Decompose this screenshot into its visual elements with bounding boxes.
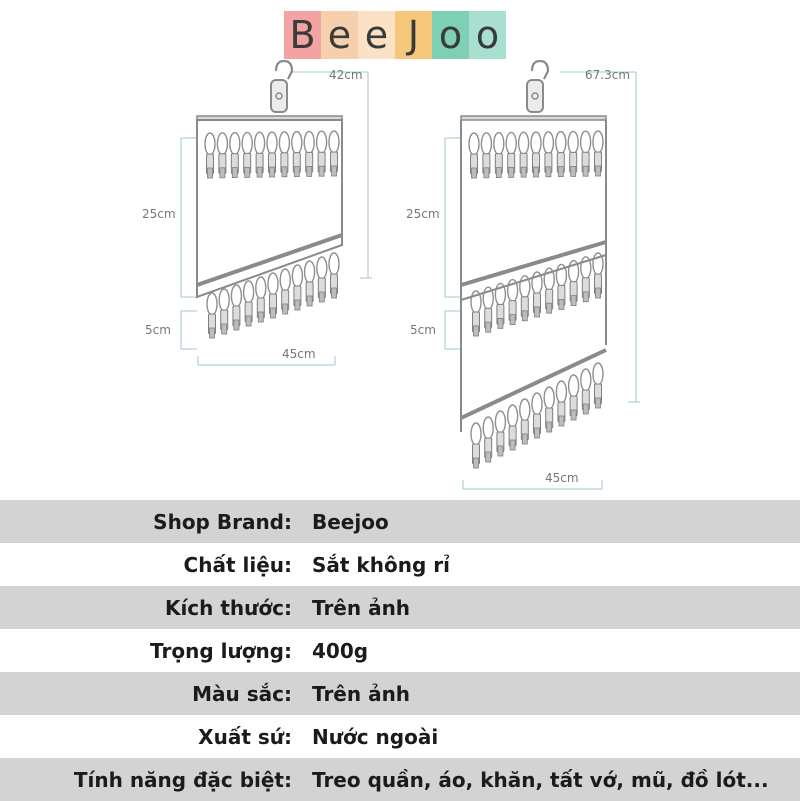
clothes-peg [471, 423, 481, 468]
clothes-peg [280, 269, 290, 314]
clothes-peg [205, 133, 215, 178]
spec-value: 400g [312, 638, 369, 663]
clothes-peg [508, 280, 518, 325]
clothes-peg [317, 131, 327, 176]
right-clip-label: 5cm [410, 323, 436, 337]
spec-row-features [0, 758, 800, 801]
spec-value: Treo quần, áo, khăn, tất vớ, mũ, đồ lót... [312, 767, 769, 792]
clothes-peg [556, 264, 566, 309]
logo-letter: o [432, 11, 469, 59]
spec-value: Trên ảnh [312, 595, 411, 620]
logo-letter: o [469, 11, 506, 59]
clothes-peg [244, 281, 254, 326]
clothes-peg [593, 363, 603, 408]
clothes-peg [508, 405, 518, 450]
left-hanger-frame [197, 61, 342, 297]
spec-label: Shop Brand: [153, 509, 292, 534]
clothes-peg [268, 273, 278, 318]
clothes-peg [267, 132, 277, 177]
clothes-peg [532, 393, 542, 438]
spec-label: Tính năng đặc biệt: [73, 767, 292, 792]
spec-value: Trên ảnh [312, 681, 411, 706]
clothes-peg [481, 133, 491, 178]
clothes-peg [544, 268, 554, 313]
clothes-peg [520, 399, 530, 444]
clothes-peg [495, 411, 505, 456]
clothes-peg [219, 289, 229, 334]
clothes-peg [556, 132, 566, 177]
brand-logo [284, 11, 506, 59]
clothes-peg [305, 261, 315, 306]
clothes-peg [255, 132, 265, 177]
spec-row-weight [0, 629, 800, 672]
clothes-peg [569, 375, 579, 420]
clothes-peg [531, 132, 541, 177]
clothes-peg [471, 291, 481, 336]
logo-letter: B [284, 11, 321, 59]
left-height-label: 25cm [142, 207, 176, 221]
clothes-peg [317, 257, 327, 302]
spec-table [0, 500, 800, 801]
clothes-peg [207, 293, 217, 338]
clothes-peg [506, 132, 516, 177]
spec-row-color [0, 672, 800, 715]
clothes-peg [569, 261, 579, 306]
clothes-peg [519, 132, 529, 177]
clothes-peg [520, 276, 530, 321]
spec-label: Chất liệu: [183, 552, 292, 577]
clothes-peg [231, 285, 241, 330]
clothes-peg [494, 133, 504, 178]
clothes-pegs [205, 131, 603, 468]
clothes-peg [217, 133, 227, 178]
right-bottom-label: 45cm [545, 471, 579, 485]
logo-letter: J [395, 11, 432, 59]
clothes-peg [483, 287, 493, 332]
clothes-peg [279, 132, 289, 177]
clothes-peg [568, 131, 578, 176]
spec-value: Sắt không rỉ [312, 552, 450, 577]
spec-value: Beejoo [312, 509, 389, 534]
spec-label: Trọng lượng: [150, 638, 292, 663]
clothes-peg [292, 132, 302, 177]
clothes-peg [242, 132, 252, 177]
right-width-label: 67.3cm [585, 68, 631, 82]
clothes-peg [292, 265, 302, 310]
spec-label: Xuất sứ: [198, 724, 292, 749]
clothes-peg [256, 277, 266, 322]
spec-label: Màu sắc: [192, 681, 292, 706]
spec-row-origin [0, 715, 800, 758]
spec-row-material [0, 543, 800, 586]
product-dimension-figure [0, 60, 800, 500]
clothes-peg [469, 133, 479, 178]
clothes-peg [556, 381, 566, 426]
left-width-label: 42cm [329, 68, 363, 82]
clothes-peg [532, 272, 542, 317]
clothes-peg [483, 417, 493, 462]
clothes-peg [593, 253, 603, 298]
spec-row-size [0, 586, 800, 629]
clothes-peg [230, 133, 240, 178]
logo-letter: e [358, 11, 395, 59]
spec-label: Kích thước: [164, 595, 292, 620]
clothes-peg [581, 369, 591, 414]
clothes-peg [495, 283, 505, 328]
clothes-peg [329, 131, 339, 176]
left-clip-label: 5cm [145, 323, 171, 337]
clothes-peg [581, 131, 591, 176]
spec-row-brand [0, 500, 800, 543]
clothes-peg [304, 131, 314, 176]
right-height-label: 25cm [406, 207, 440, 221]
clothes-peg [593, 131, 603, 176]
clothes-peg [544, 387, 554, 432]
spec-value: Nước ngoài [312, 724, 439, 749]
clothes-peg [329, 253, 339, 298]
logo-letter: e [321, 11, 358, 59]
left-bottom-label: 45cm [282, 347, 316, 361]
right-hanger-frame [461, 61, 606, 432]
clothes-peg [581, 257, 591, 302]
clothes-peg [543, 132, 553, 177]
